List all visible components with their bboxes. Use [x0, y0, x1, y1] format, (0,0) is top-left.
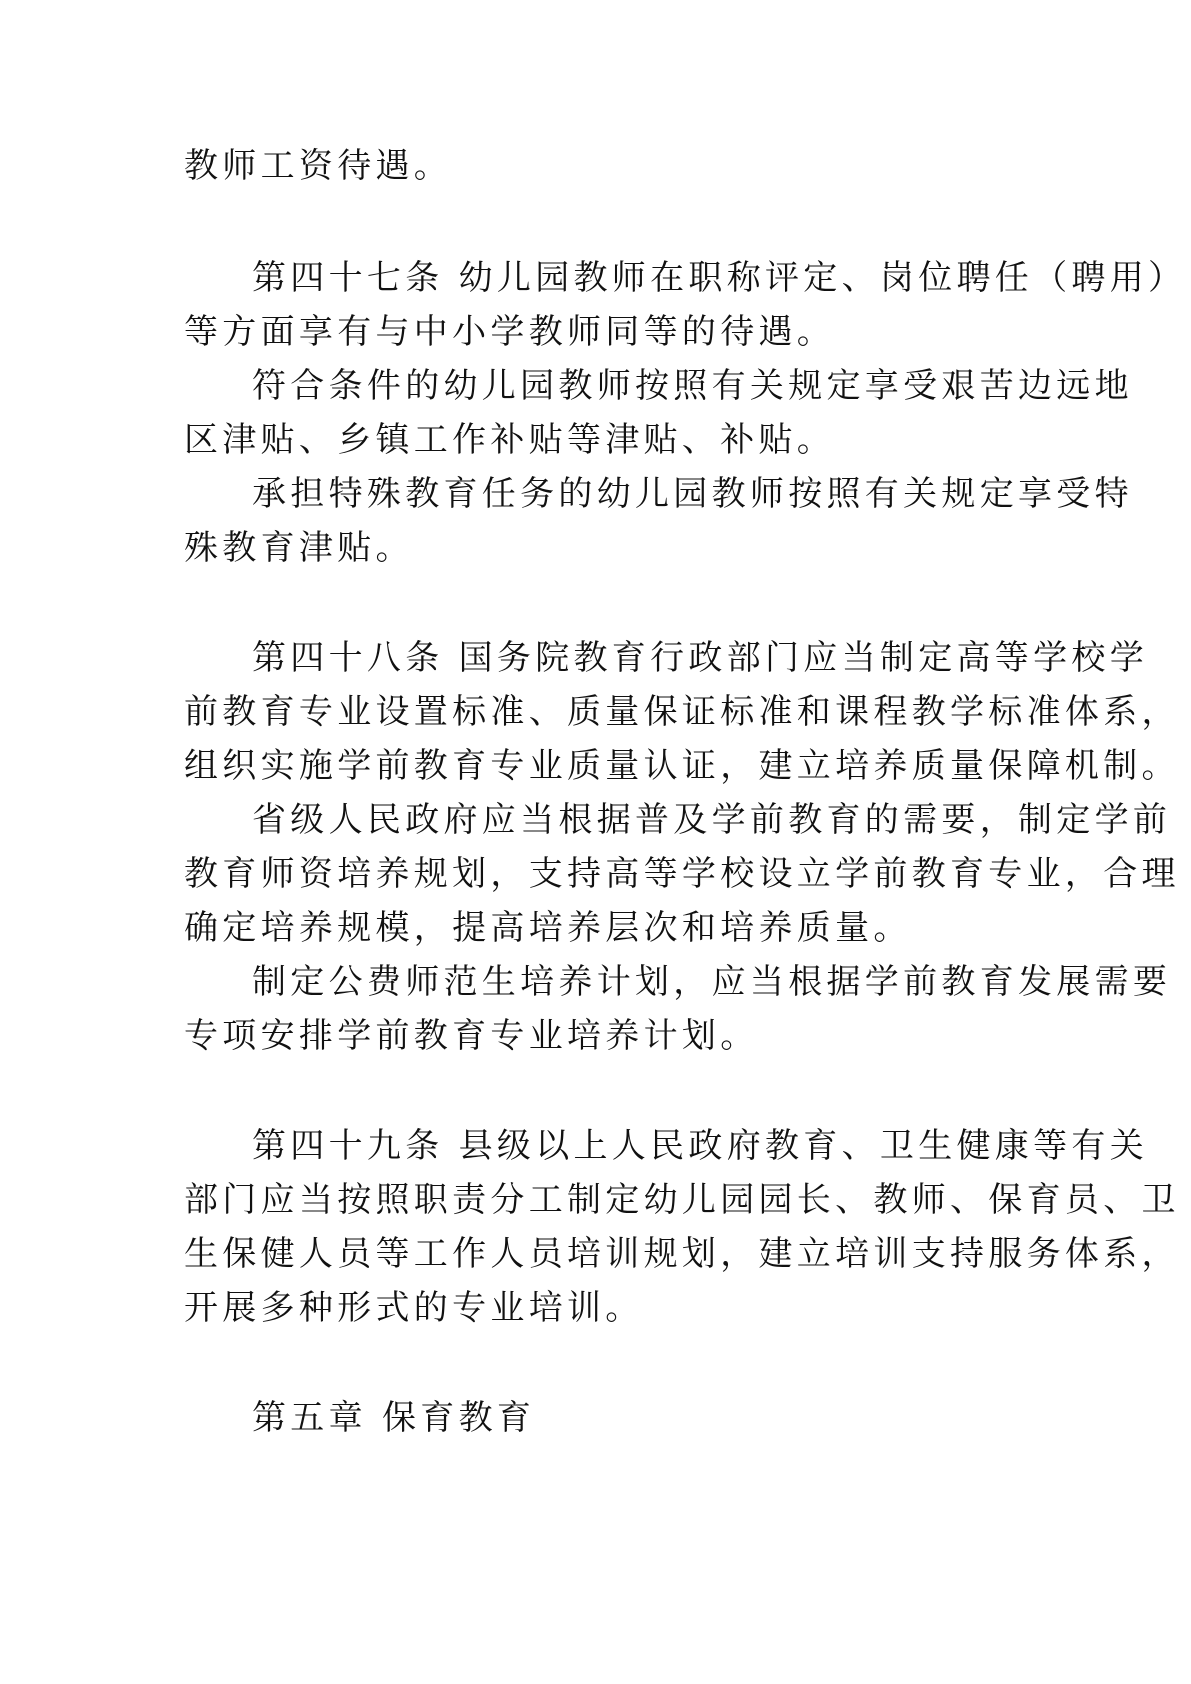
paragraph-line: 专项安排学前教育专业培养计划。 [184, 1016, 759, 1056]
paragraph-line: 开展多种形式的专业培训。 [184, 1288, 644, 1328]
paragraph-line: 等方面享有与中小学教师同等的待遇。 [184, 312, 836, 352]
paragraph-line: 省级人民政府应当根据普及学前教育的需要，制定学前 [252, 800, 1172, 840]
paragraph-line: 确定培养规模，提高培养层次和培养质量。 [184, 908, 912, 948]
paragraph-line: 生保健人员等工作人员培训规划，建立培训支持服务体系， [184, 1234, 1180, 1274]
article-49-heading-line: 第四十九条 县级以上人民政府教育、卫生健康等有关 [252, 1126, 1149, 1166]
paragraph-line: 教育师资培养规划，支持高等学校设立学前教育专业，合理 [184, 854, 1180, 894]
paragraph-line: 教师工资待遇。 [184, 146, 453, 186]
article-48-heading-line: 第四十八条 国务院教育行政部门应当制定高等学校学 [252, 638, 1149, 678]
paragraph-line: 前教育专业设置标准、质量保证标准和课程教学标准体系， [184, 692, 1180, 732]
paragraph-line: 组织实施学前教育专业质量认证，建立培养质量保障机制。 [184, 746, 1180, 786]
paragraph-line: 区津贴、乡镇工作补贴等津贴、补贴。 [184, 420, 836, 460]
paragraph-line: 殊教育津贴。 [184, 528, 414, 568]
paragraph-line: 制定公费师范生培养计划，应当根据学前教育发展需要 [252, 962, 1172, 1002]
paragraph-line: 承担特殊教育任务的幼儿园教师按照有关规定享受特 [252, 474, 1133, 514]
paragraph-line: 部门应当按照职责分工制定幼儿园园长、教师、保育员、卫 [184, 1180, 1180, 1220]
paragraph-line: 符合条件的幼儿园教师按照有关规定享受艰苦边远地 [252, 366, 1133, 406]
article-47-heading-line: 第四十七条 幼儿园教师在职称评定、岗位聘任（聘用） [252, 258, 1187, 298]
chapter-heading: 第五章 保育教育 [252, 1398, 536, 1438]
